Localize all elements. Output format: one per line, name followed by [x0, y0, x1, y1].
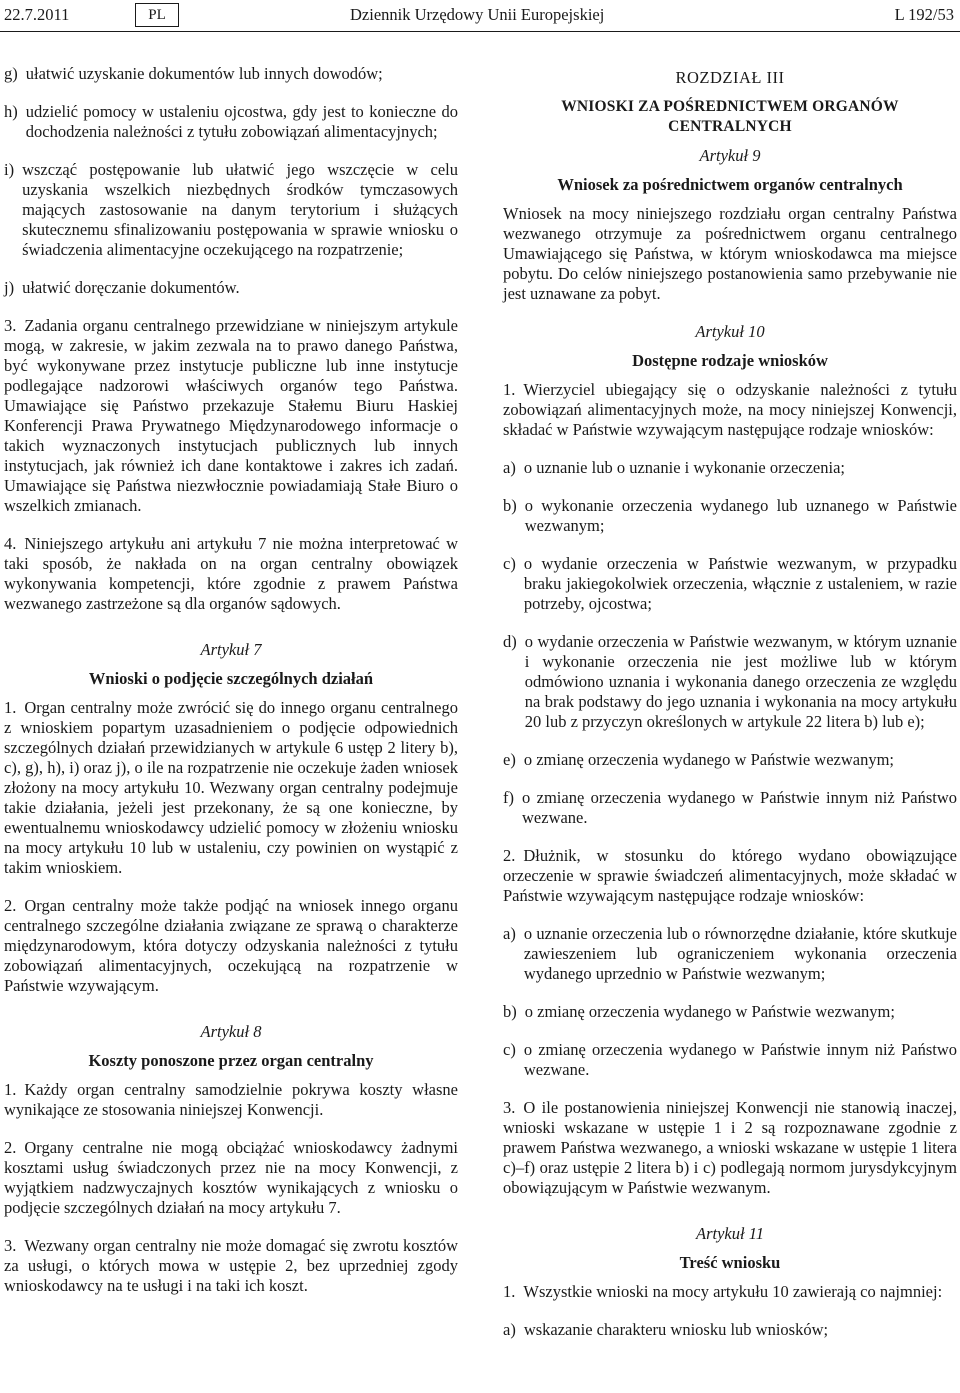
item-text: o uznanie lub o uznanie i wykonanie orzeczenia;	[523, 458, 845, 477]
item-text: o zmianę orzeczenia wydanego w Państwie innym niż Państwo wezwane.	[523, 1040, 957, 1079]
list-item	[503, 1040, 957, 1080]
paragraph	[4, 534, 458, 614]
journal-title: Dziennik Urzędowy Unii Europejskiej	[350, 5, 605, 24]
list-item	[4, 64, 458, 84]
list-item	[503, 1002, 957, 1022]
chapter-number: ROZDZIAŁ III	[675, 68, 785, 87]
paragraph	[503, 1282, 957, 1302]
paragraph	[503, 846, 957, 906]
article-heading: Dostępne rodzaje wniosków	[632, 351, 828, 370]
list-item	[503, 496, 957, 536]
article-title: Artykuł 9	[699, 146, 761, 165]
paragraph-number: 3.	[4, 1236, 17, 1255]
item-label: a)	[503, 458, 516, 477]
item-label: b)	[503, 1002, 517, 1021]
paragraph	[503, 380, 957, 440]
publication-date: 22.7.2011	[4, 5, 70, 24]
item-label: c)	[503, 1040, 516, 1059]
paragraph-number: 4.	[4, 534, 17, 553]
paragraph-text: Niniejszego artykułu ani artykułu 7 nie można interpretować w taki sposób, że nakłada on na organ centralny obowiązek wykonywania kompetencji, które zgodnie z prawem Państwa wezwanego zastrzeżone są dla organów sądowych.	[4, 534, 458, 613]
paragraph-number: 1.	[503, 1282, 516, 1301]
item-label: i)	[4, 160, 15, 179]
item-text: o zmianę orzeczenia wydanego w Państwie wezwanym;	[523, 750, 895, 769]
item-text: udzielić pomocy w ustaleniu ojcostwa, gdy jest to konieczne do dochodzenia należności z tytułu zobowiązań alimentacyjnych;	[25, 102, 458, 141]
item-label: d)	[503, 632, 517, 651]
list-item	[4, 102, 458, 142]
list-item	[503, 750, 957, 770]
paragraph	[4, 1236, 458, 1296]
paragraph	[4, 1138, 458, 1218]
paragraph-number: 1.	[503, 380, 516, 399]
page-reference: L 192/53	[894, 5, 954, 24]
paragraph-text: Organy centralne nie mogą obciążać wnioskodawcy żadnymi kosztami usług świadczonych przez nie na mocy Konwencji, z wyjątkiem nadzwyczajnych kosztów wynikających z wniosku o podjęcie szczególnych działań na mocy artykułu 7.	[4, 1138, 458, 1217]
item-label: j)	[4, 278, 15, 297]
list-item	[503, 554, 957, 614]
paragraph-number: 3.	[503, 1098, 516, 1117]
paragraph	[4, 698, 458, 878]
paragraph	[4, 1080, 458, 1120]
article-heading: Treść wniosku	[679, 1253, 781, 1272]
item-text: o zmianę orzeczenia wydanego w Państwie wezwanym;	[524, 1002, 895, 1021]
paragraph	[4, 316, 458, 516]
paragraph-number: 2.	[503, 846, 516, 865]
list-item	[503, 632, 957, 732]
paragraph-text: Wszystkie wnioski na mocy artykułu 10 zawierają co najmniej:	[523, 1282, 943, 1301]
paragraph-text: Organ centralny może zwrócić się do innego organu centralnego z wnioskiem popartym uzasadnieniem o podjęcie odpowiednich szczególnych działań przewidzianych w artykule 6 ustęp 2 litery b), c), g), h), i) oraz j), o ile na rozpatrzenie nie oczekuje żaden wniosek złożony na mocy artykułu 10. Wezwany organ centralny podejmuje takie działania, jeżeli jest przekonany, że są one konieczne, by ewentualnemu wnioskodawcy udzielić pomocy w złożeniu wniosku na mocy artykułu 10 lub w ustaleniu, czy powinien on wystąpić z takim wnioskiem.	[4, 698, 458, 877]
paragraph-number: 3.	[4, 316, 17, 335]
list-item	[4, 278, 458, 298]
paragraph	[503, 1098, 957, 1198]
paragraph-number: 2.	[4, 1138, 17, 1157]
paragraph-text: Wezwany organ centralny nie może domagać się zwrotu kosztów za usługi, o których mowa w ustępie 2, bez uprzedniej zgody wnioskodawcy na te usługi i na taki ich koszt.	[4, 1236, 458, 1295]
language-badge: PL	[135, 3, 179, 27]
item-text: o zmianę orzeczenia wydanego w Państwie innym niż Państwo wezwane.	[522, 788, 957, 827]
item-label: e)	[503, 750, 516, 769]
item-label: a)	[503, 1320, 516, 1339]
article-heading: Wniosek za pośrednictwem organów centralnych	[557, 175, 903, 194]
item-label: g)	[4, 64, 18, 83]
paragraph-text: Dłużnik, w stosunku do którego wydano obowiązujące orzeczenie w sprawie świadczeń alimentacyjnych, może składać w Państwie wzywającym następujące rodzaje wniosków:	[503, 846, 957, 905]
item-text: o uznanie orzeczenia lub o równorzędne działanie, które skutkuje zawieszeniem lub ograniczeniem wykonania orzeczenia wydanego uprzednio w Państwie wezwanym;	[523, 924, 957, 983]
article-title: Artykuł 10	[695, 322, 765, 341]
list-item	[503, 924, 957, 984]
item-text: o wydanie orzeczenia w Państwie wezwanym, w przypadku braku jakiegokolwiek orzeczenia, włącznie z ustaleniem, w razie potrzeby, ojcostwa;	[523, 554, 957, 613]
paragraph-number: 1.	[4, 698, 17, 717]
left-column	[4, 64, 458, 1296]
list-item	[503, 788, 957, 828]
item-text: wszcząć postępowanie lub ułatwić jego wszczęcie w celu uzyskania wszelkich niezbędnych środków tymczasowych mających zastosowanie na danym terytorium i służących skutecznemu sfinalizowaniu postępowania w sprawie wniosku o świadczenia alimentacyjne oczekującego na rozpatrzenie;	[22, 160, 458, 259]
paragraph-number: 1.	[4, 1080, 17, 1099]
paragraph	[4, 896, 458, 996]
paragraph-text: Każdy organ centralny samodzielnie pokrywa koszty własne wynikające ze stosowania niniejszej Konwencji.	[4, 1080, 458, 1119]
chapter-heading: WNIOSKI ZA POŚREDNICTWEM ORGANÓW CENTRALNYCH	[561, 98, 899, 135]
article-heading: Wnioski o podjęcie szczególnych działań	[88, 669, 374, 688]
item-label: f)	[503, 788, 514, 807]
article-title: Artykuł 11	[696, 1224, 764, 1243]
right-column	[503, 68, 957, 1340]
list-item	[503, 458, 957, 478]
item-text: ułatwić uzyskanie dokumentów lub innych dowodów;	[25, 64, 383, 83]
item-text: wskazanie charakteru wniosku lub wniosków;	[523, 1320, 829, 1339]
paragraph-text: Wierzyciel ubiegający się o odzyskanie należności z tytułu zobowiązań alimentacyjnych może, na mocy niniejszej Konwencji, składać w Państwie wzywającym następujące rodzaje wniosków:	[503, 380, 957, 439]
item-label: h)	[4, 102, 18, 121]
header-divider	[0, 31, 960, 32]
item-label: b)	[503, 496, 517, 515]
item-label: c)	[503, 554, 516, 573]
item-text: o wykonanie orzeczenia wydanego lub uznanego w Państwie wezwanym;	[524, 496, 957, 535]
list-item	[503, 1320, 957, 1340]
item-text: o wydanie orzeczenia w Państwie wezwanym, w którym uznanie i wykonanie orzeczenia nie jest możliwe lub w którym odmówiono uznania i wykonania danego orzeczenia ze względu na brak podstawy do jego uznania i wykonania na mocy artykułu 20 lub z przyczyn określonych w artykule 22 litera b) lub e);	[524, 632, 957, 731]
paragraph-text: Organ centralny może także podjąć na wniosek innego organu centralnego szczególne działania związane ze sprawą o charakterze międzynarodowym, która dotyczy odzyskania należności z tytułu zobowiązań alimentacyjnych, oczekującą na rozpatrzenie w Państwie wzywającym.	[4, 896, 458, 995]
item-text: ułatwić doręczanie dokumentów.	[22, 278, 240, 297]
article-heading: Koszty ponoszone przez organ centralny	[88, 1051, 374, 1070]
paragraph-text: O ile postanowienia niniejszej Konwencji nie stanowią inaczej, wnioski wskazane w ustępie 1 i 2 są rozpoznawane zgodnie z prawem Państwa wezwanego, a wnioski wskazane w ustępie 1 litera c)–f) oraz ustępie 2 litera b) i c) podlegają normom jurysdykcyjnym obowiązującym w Państwie wezwanym.	[503, 1098, 957, 1197]
paragraph-text: Zadania organu centralnego przewidziane w niniejszym artykule mogą, w zakresie, w jakim zezwala na to prawo danego Państwa, być wykonywane przez instytucje publiczne lub inne instytucje podlegające nadzorowi właściwych organów tego Państwa. Umawiające się Państwo przekazuje Stałemu Biuru Haskiej Konferencji Prawa Prywatnego Międzynarodowego informacje o takich wyznaczonych instytucjach publicznych lub innych instytucjach, jak również ich dane kontaktowe i zakres ich zadań. Umawiające się Państwa niezwłocznie powiadamiają Stałe Biuro o wszelkich zmianach.	[4, 316, 458, 515]
list-item	[4, 160, 458, 260]
article-title: Artykuł 8	[200, 1022, 262, 1041]
article-title: Artykuł 7	[200, 640, 262, 659]
page-header	[0, 0, 960, 30]
paragraph-number: 2.	[4, 896, 17, 915]
paragraph-text: Wniosek na mocy niniejszego rozdziału organ centralny Państwa wezwanego otrzymuje za pośrednictwem organu centralnego Umawiającego się Państwa, w którym wnioskodawca ma miejsce pobytu. Do celów niniejszego postanowienia samo przebywanie nie jest uznawane za pobyt.	[503, 204, 957, 303]
item-label: a)	[503, 924, 516, 943]
